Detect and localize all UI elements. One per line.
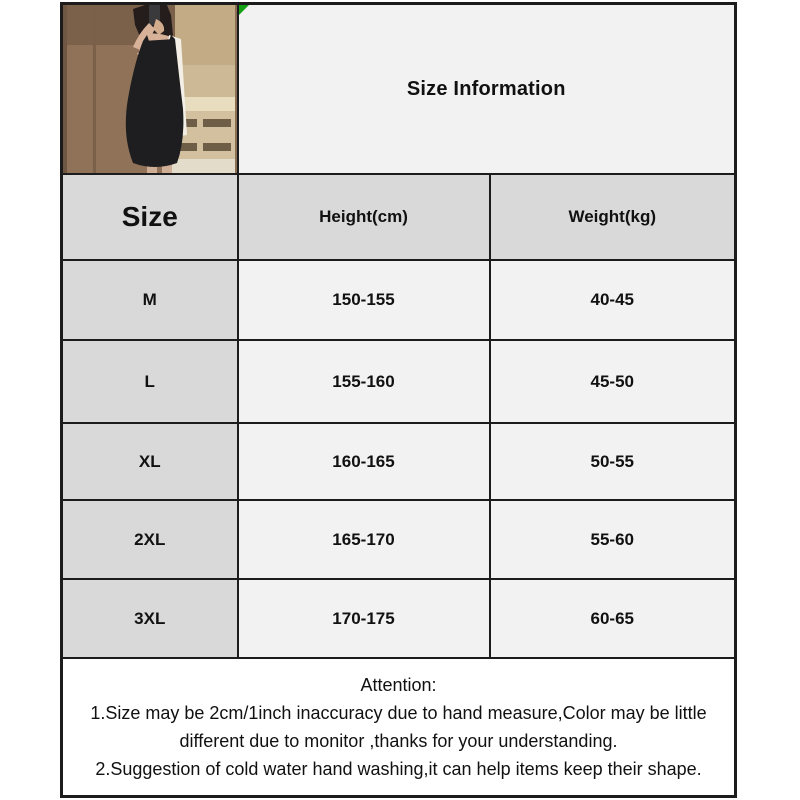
page-title: Size Information <box>406 77 566 100</box>
column-header-weight: Weight(kg) <box>490 174 736 260</box>
weight-value: 55-60 <box>490 500 736 579</box>
height-value: 150-155 <box>238 260 490 340</box>
column-header-height: Height(cm) <box>238 174 490 260</box>
table-row-3xl <box>62 579 736 658</box>
attention-heading: Attention: <box>360 675 437 695</box>
height-value: 170-175 <box>238 579 490 658</box>
weight-value: 40-45 <box>490 260 736 340</box>
title-row <box>62 4 736 175</box>
attention-row <box>62 658 736 797</box>
size-label: XL <box>62 423 238 500</box>
attention-note-2: 2.Suggestion of cold water hand washing,it can help items keep their shape. <box>95 759 702 779</box>
size-label: M <box>62 260 238 340</box>
column-header-size: Size <box>62 174 238 260</box>
excel-green-corner-marker-icon <box>239 5 249 15</box>
attention-note-1: 1.Size may be 2cm/1inch inaccuracy due to hand measure,Color may be little different due to monitor ,thanks for your understanding. <box>90 703 707 751</box>
size-label: 2XL <box>62 500 238 579</box>
table-row-2xl <box>62 500 736 579</box>
size-chart-sheet <box>60 2 737 798</box>
table-row-xl <box>62 423 736 500</box>
height-value: 155-160 <box>238 340 490 423</box>
product-photo-cell <box>62 4 238 175</box>
table-header-row <box>62 174 736 260</box>
size-information-title-cell <box>238 4 736 175</box>
table-row-l <box>62 340 736 423</box>
size-label: 3XL <box>62 579 238 658</box>
height-value: 160-165 <box>238 423 490 500</box>
table-row-m <box>62 260 736 340</box>
weight-value: 50-55 <box>490 423 736 500</box>
height-value: 165-170 <box>238 500 490 579</box>
attention-note-cell <box>62 658 736 797</box>
size-information-table <box>60 2 737 798</box>
weight-value: 60-65 <box>490 579 736 658</box>
product-photo <box>63 5 235 173</box>
size-label: L <box>62 340 238 423</box>
weight-value: 45-50 <box>490 340 736 423</box>
